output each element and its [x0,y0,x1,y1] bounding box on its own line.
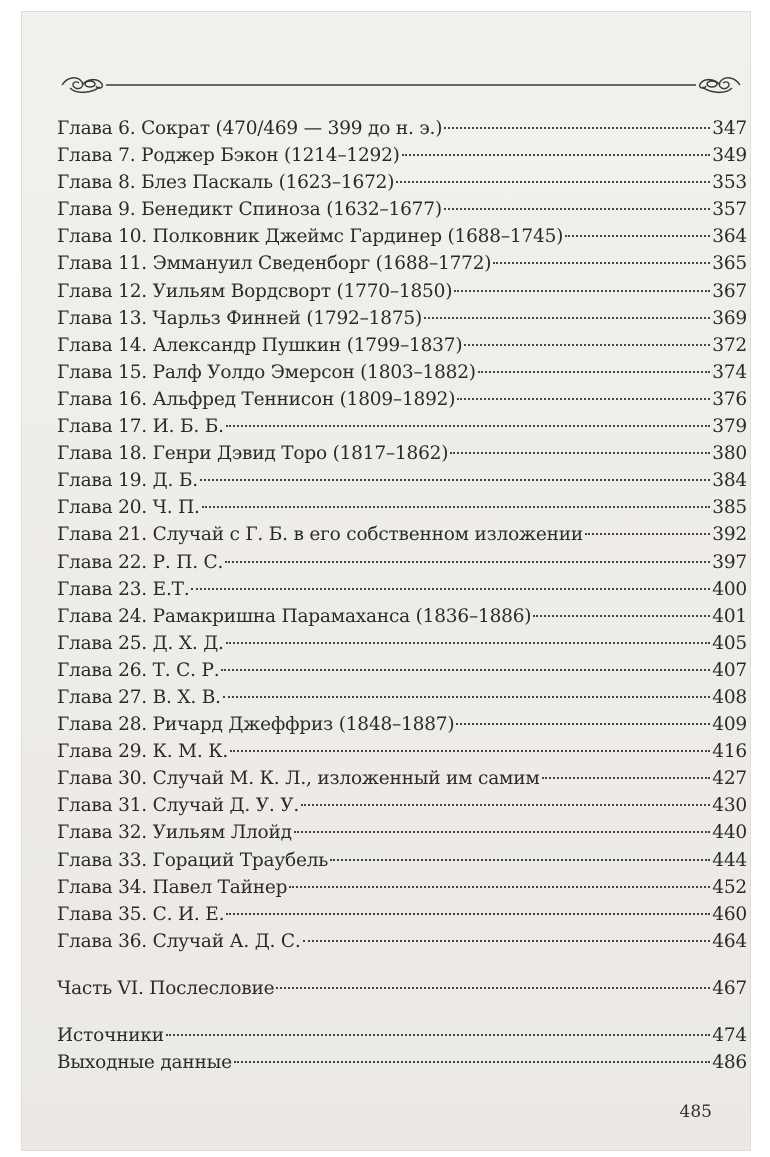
toc-entry-page: 385 [712,497,747,519]
toc-entry-page: 464 [712,930,747,952]
toc-entry-page: 372 [712,334,747,356]
dot-leader [294,831,711,833]
toc-entry[interactable] [57,738,747,765]
dot-leader [457,398,710,400]
toc-entry-page: 467 [712,977,747,999]
toc-entry-title: Глава 33. Гораций Траубель [57,849,329,871]
toc-entry-title: Глава 19. Д. Б. [57,470,198,492]
toc-entry-title: Глава 22. Р. П. С. [57,551,224,573]
toc-entry-title: Глава 16. Альфред Теннисон (1809–1892) [57,388,456,410]
toc-entry-page: 405 [712,632,747,654]
toc-entry[interactable] [57,901,747,928]
toc-entry[interactable] [57,521,747,548]
dot-leader [202,506,711,508]
header-ornament [60,70,742,100]
dot-leader [276,987,710,989]
toc-entry[interactable] [57,250,747,277]
toc-entry[interactable] [57,305,747,332]
toc-entry[interactable] [57,549,747,576]
toc-entry-title: Глава 17. И. Б. Б. [57,416,224,438]
toc-entry-title: Глава 27. В. Х. В. [57,686,221,708]
toc-entry-page: 379 [712,416,747,438]
dot-leader [456,723,710,725]
toc-entry-page: 409 [712,714,747,736]
dot-leader [301,804,710,806]
toc-entry[interactable] [57,386,747,413]
toc-entry-title: Глава 13. Чарльз Финней (1792–1875) [57,307,422,329]
toc-entry-page: 416 [712,741,747,763]
dot-leader [230,750,710,752]
dot-leader [464,344,710,346]
dot-leader [402,154,711,156]
ornament-divider-icon [60,70,742,100]
toc-entry-page: 365 [712,253,747,275]
toc-entry-page: 376 [712,388,747,410]
dot-leader [289,886,710,888]
toc-entry-title: Глава 14. Александр Пушкин (1799–1837) [57,334,463,356]
toc-entry-page: 401 [712,605,747,627]
toc-entry[interactable] [57,115,747,142]
toc-entry-title: Глава 34. Павел Тайнер [57,876,288,898]
toc-entry-page: 440 [712,822,747,844]
toc-entry-page: 408 [712,686,747,708]
toc-entry-page: 349 [712,145,747,167]
toc-entry-title: Глава 10. Полковник Джеймс Гардинер (1688–1745) [57,226,564,248]
dot-leader [450,452,710,454]
toc-entry-page: 397 [712,551,747,573]
toc-entry-page: 392 [712,524,747,546]
dot-leader [542,777,711,779]
toc-entry[interactable] [57,630,747,657]
toc-entry-title: Глава 25. Д. Х. Д. [57,632,224,654]
toc-entry[interactable] [57,657,747,684]
toc-entry-title: Глава 9. Бенедикт Спиноза (1632–1677) [57,199,442,221]
toc-entry-title: Часть VI. Послесловие [57,977,275,999]
toc-entry-page: 427 [712,768,747,790]
dot-leader [424,317,710,319]
toc-entry-title: Глава 18. Генри Дэвид Торо (1817–1862) [57,443,449,465]
toc-entry[interactable] [57,874,747,901]
toc-entry-title: Источники [57,1025,164,1046]
toc-entry-page: 384 [712,470,747,492]
chapter-list [57,115,747,955]
dot-leader [226,642,711,644]
toc-entry-page: 367 [712,280,747,302]
dot-leader [444,208,710,210]
toc-entry[interactable] [57,847,747,874]
dot-leader [226,425,710,427]
toc-entry-title: Глава 32. Уильям Ллойд [57,822,292,844]
toc-entry[interactable] [57,169,747,196]
toc-entry[interactable] [57,765,747,792]
toc-entry-title: Глава 7. Роджер Бэкон (1214–1292) [57,145,400,167]
toc-entry[interactable] [57,684,747,711]
toc-entry[interactable] [57,359,747,386]
toc-entry-page: 444 [712,849,747,871]
dot-leader [444,127,710,129]
toc-entry-title: Глава 12. Уильям Вордсворт (1770–1850) [57,280,453,302]
dot-leader [225,561,710,563]
book-page [22,12,750,1150]
toc-entry[interactable] [57,928,747,955]
table-of-contents [57,115,747,1076]
dot-leader [191,588,710,590]
dot-leader [565,235,710,237]
toc-entry-title: Глава 30. Случай М. К. Л., изложенный им самим [57,768,540,790]
toc-entry-title: Глава 31. Случай Д. У. У. [57,795,300,817]
toc-entry-title: Глава 6. Сократ (470/469 — 399 до н. э.) [57,118,443,139]
dot-leader [533,615,710,617]
toc-entry-page: 452 [712,876,747,898]
dot-leader [396,181,710,183]
toc-entry[interactable] [57,711,747,738]
toc-entry-page: 486 [712,1052,747,1074]
toc-entry-page: 347 [712,118,747,139]
dot-leader [303,940,711,942]
toc-entry-page: 369 [712,307,747,329]
toc-entry[interactable] [57,332,747,359]
toc-entry-title: Глава 28. Ричард Джеффриз (1848–1887) [57,714,455,736]
dot-leader [478,371,710,373]
dot-leader [223,696,710,698]
toc-entry-title: Выходные данные [57,1052,232,1074]
toc-entry-page: 430 [712,795,747,817]
toc-entry[interactable] [57,603,747,630]
dot-leader [585,533,710,535]
toc-entry-title: Глава 36. Случай А. Д. С. [57,930,301,952]
toc-entry[interactable] [57,576,747,603]
toc-entry-page: 380 [712,443,747,465]
toc-entry[interactable] [57,196,747,223]
toc-entry-page: 357 [712,199,747,221]
toc-entry-title: Глава 35. С. И. Е. [57,903,225,925]
toc-entry-page: 374 [712,361,747,383]
dot-leader [330,859,710,861]
toc-entry-page: 353 [712,172,747,194]
toc-entry[interactable] [57,494,747,521]
dot-leader [493,262,710,264]
toc-entry-title: Глава 21. Случай с Г. Б. в его собственном изложении [57,524,584,546]
toc-entry-title: Глава 24. Рамакришна Парамаханса (1836–1886) [57,605,532,627]
dot-leader [226,913,710,915]
toc-entry-title: Глава 26. Т. С. Р. [57,659,220,681]
toc-entry[interactable] [57,278,747,305]
toc-entry-page: 400 [712,578,747,600]
toc-entry-title: Глава 29. К. М. К. [57,741,229,763]
toc-entry[interactable] [57,819,747,846]
toc-entry-title: Глава 15. Ралф Уолдо Эмерсон (1803–1882) [57,361,476,383]
toc-entry-title: Глава 8. Блез Паскаль (1623–1672) [57,172,395,194]
toc-entry[interactable] [57,142,747,169]
dot-leader [454,290,710,292]
dot-leader [166,1034,710,1036]
toc-entry-imprint[interactable] [57,1049,747,1076]
toc-entry[interactable] [57,223,747,250]
toc-entry-page: 364 [712,226,747,248]
toc-entry-sources[interactable] [57,1022,747,1049]
dot-leader [221,669,710,671]
toc-entry-page: 474 [712,1025,747,1046]
toc-entry-part-vi[interactable] [57,975,747,1002]
dot-leader [234,1061,710,1063]
toc-entry[interactable] [57,792,747,819]
toc-entry[interactable] [57,413,747,440]
toc-entry-page: 460 [712,903,747,925]
toc-entry[interactable] [57,467,747,494]
toc-entry[interactable] [57,440,747,467]
dot-leader [200,479,710,481]
toc-entry-title: Глава 20. Ч. П. [57,497,200,519]
page-number: 485 [679,1102,712,1122]
toc-entry-title: Глава 11. Эммануил Сведенборг (1688–1772) [57,253,492,275]
toc-entry-page: 407 [712,659,747,681]
toc-entry-title: Глава 23. Е.Т. [57,578,190,600]
